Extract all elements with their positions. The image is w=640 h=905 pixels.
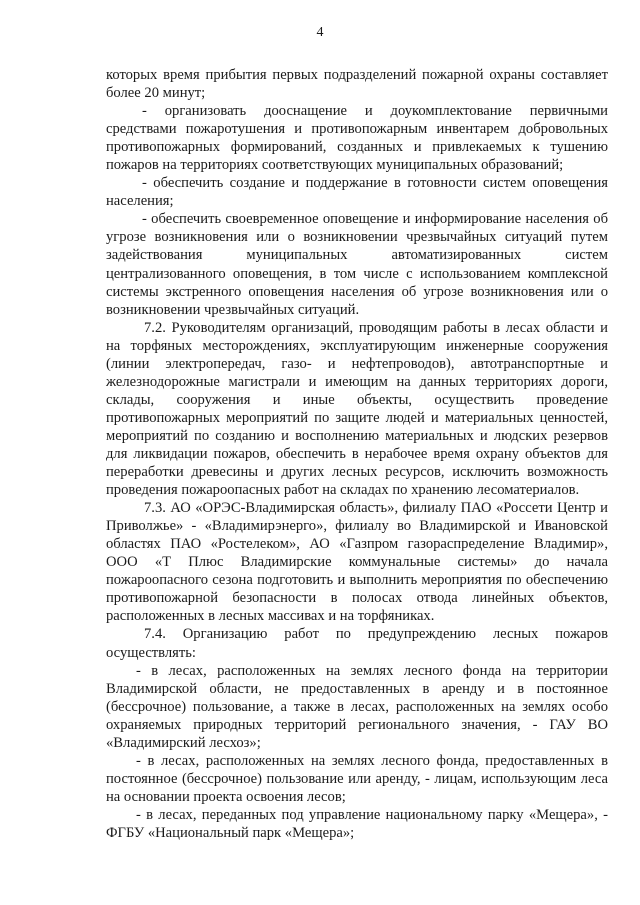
paragraph-7-4: 7.4. Организацию работ по предупреждению лесных пожаров осуществлять: [106, 626, 608, 661]
paragraph-warning-systems: - обеспечить создание и поддержание в готовности систем оповещения населения; [106, 175, 608, 210]
paragraph-leased-forests: - в лесах, расположенных на землях лесного фонда, предоставленных в постоянное (бессрочное) пользование или аренду, - лицам, использующим леса на основании проекта освоения лесов; [106, 752, 608, 805]
paragraph-forest-fund: - в лесах, расположенных на землях лесного фонда на территории Владимирской области, не предоставленных в аренду и в постоянное (бессрочное) пользование, а также в лесах, расположенных на землях особо охраняемых природных территорий регионального значения, - ГАУ ВО «Владимирский лесхоз»; [106, 662, 608, 751]
page-number: 4 [316, 25, 324, 40]
paragraph-7-2: 7.2. Руководителям организаций, проводящим работы в лесах области и на торфяных месторождениях, эксплуатирующим инженерные сооружения (линии электропередач, газо- и нефтепроводов), автотранспортные и железнодорожные магистрали и имеющим на данных территориях дороги, склады, сооружения и иные объекты, осуществить проведение противопожарных мероприятий по защите людей и материальных ценностей, мероприятий по созданию и восполнению материальных и людских резервов для ликвидации пожаров, обеспечить в нерабочее время охрану объектов для переработки древесины и других лесных ресурсов, исключить возможность проведения пожароопасных работ на складах по хранению лесоматериалов. [106, 319, 608, 499]
paragraph-national-park: - в лесах, переданных под управление национальному парку «Мещера», - ФГБУ «Национальный парк «Мещера»; [106, 806, 608, 841]
paragraph-7-3: 7.3. АО «ОРЭС-Владимирская область», филиалу ПАО «Россети Центр и Приволжье» - «Владимирэнерго», филиалу во Владимирской и Ивановской областях ПАО «Ростелеком», АО «Газпром газораспределение Владимир», ООО «Т Плюс Владимирские коммунальные системы» до начала пожароопасного сезона подготовить и выполнить мероприятия по обеспечению противопожарной безопасности в полосах отвода линейных объектов, расположенных в лесных массивах и на торфяниках. [106, 500, 608, 625]
paragraph-continuation: которых время прибытия первых подразделений пожарной охраны составляет более 20 минут; [106, 67, 608, 102]
paragraph-notification: - обеспечить своевременное оповещение и информирование населения об угрозе возникновения или о возникновении чрезвычайных ситуаций путем задействования муниципальных автоматизированных систем централизованного оповещения, в том числе с использованием комплексной системы экстренного оповещения населения об угрозе возникновения или о возникновении чрезвычайных ситуаций. [106, 211, 608, 318]
paragraph-equipment: - организовать дооснащение и доукомплектование первичными средствами пожаротушения и противопожарным инвентарем добровольных противопожарных формирований, созданных и привлекаемых к тушению пожаров на территориях соответствующих муниципальных образований; [106, 103, 608, 174]
document-body [106, 66, 608, 842]
